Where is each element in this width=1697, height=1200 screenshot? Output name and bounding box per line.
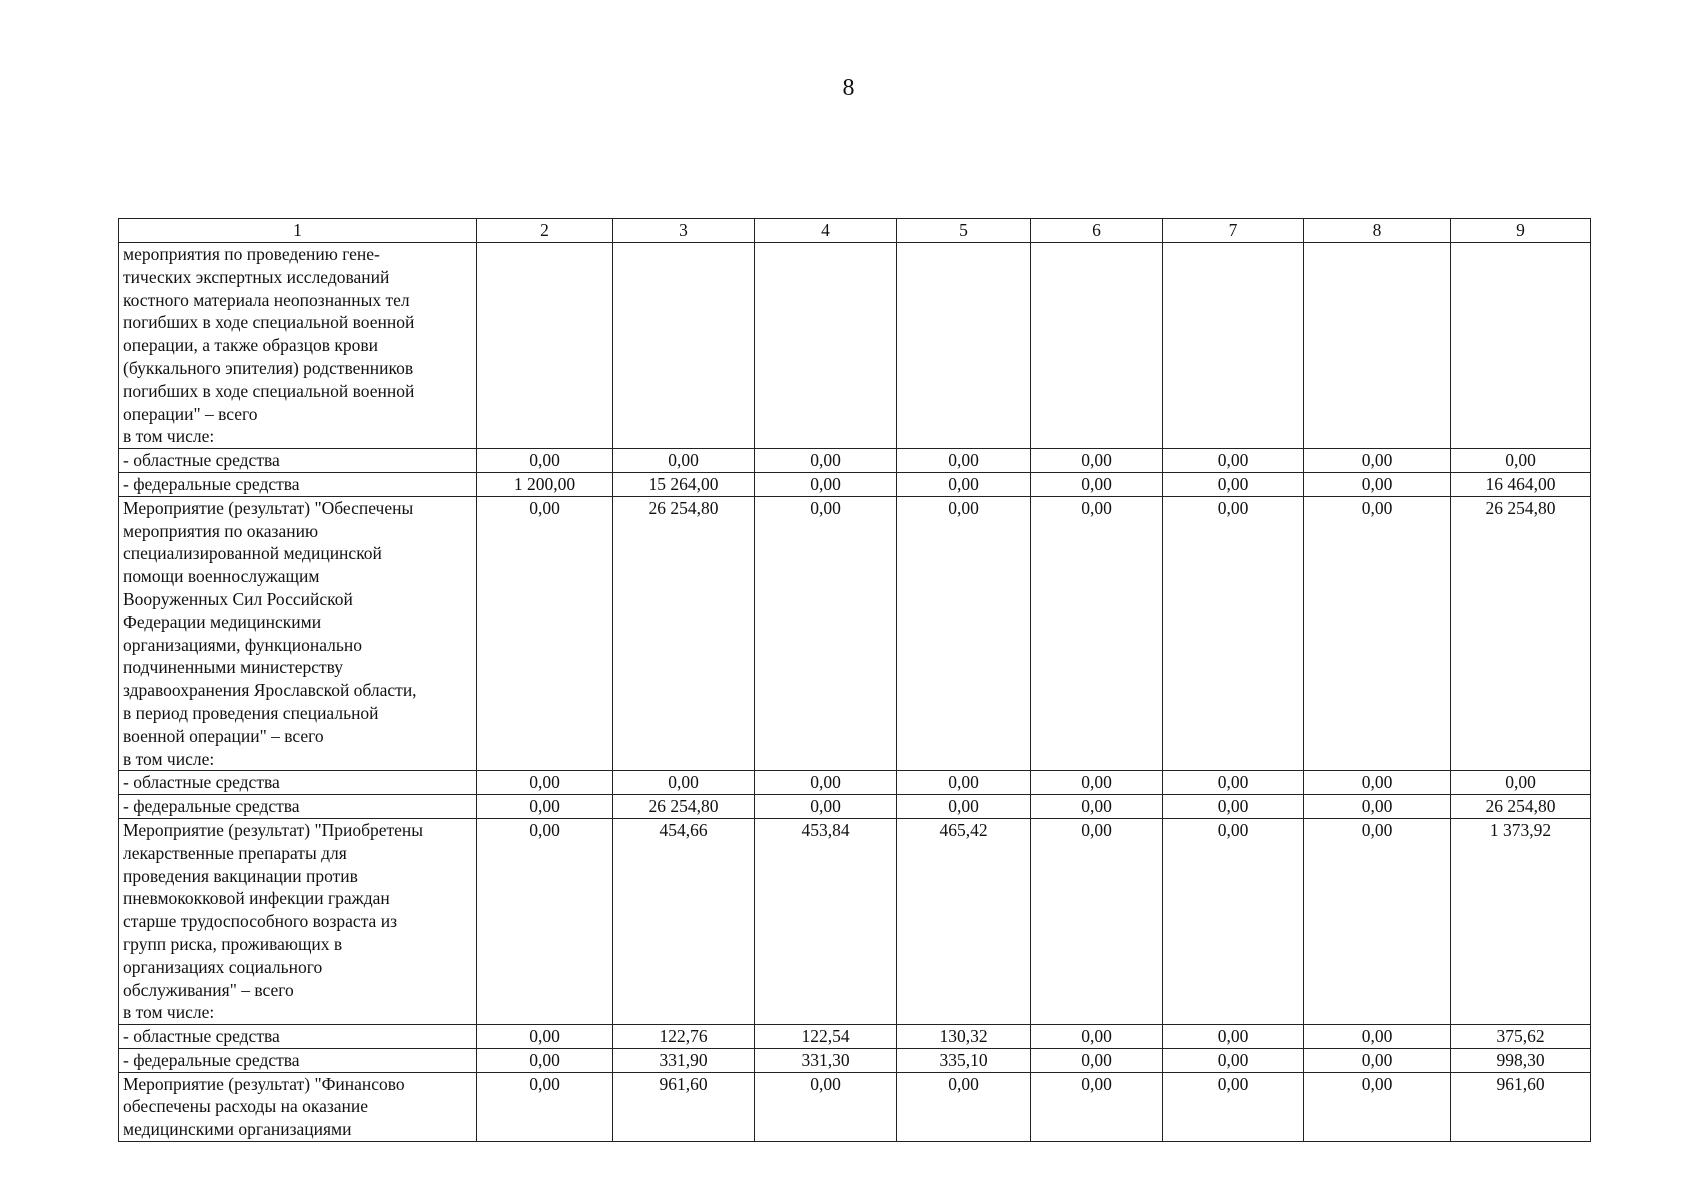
value-cell-col-3 xyxy=(613,243,755,449)
row-label-line: тических экспертных исследований xyxy=(123,266,390,287)
value-cell-col-5: 0,00 xyxy=(897,472,1031,496)
value-cell-col-9 xyxy=(1451,243,1591,449)
row-label xyxy=(119,243,477,449)
value-cell-col-8: 0,00 xyxy=(1304,795,1451,819)
row-label-line: организациями, функционально xyxy=(123,634,362,655)
value-cell-col-8: 0,00 xyxy=(1304,472,1451,496)
value-cell-col-6: 0,00 xyxy=(1031,496,1163,771)
value-cell-col-7: 0,00 xyxy=(1163,818,1304,1024)
row-label-line: - областные средства xyxy=(123,1026,280,1047)
column-header-1: 1 xyxy=(119,219,477,243)
row-label-line: - областные средства xyxy=(123,450,280,471)
value-cell-col-8: 0,00 xyxy=(1304,496,1451,771)
page-number: 8 xyxy=(842,75,855,101)
value-cell-col-9: 961,60 xyxy=(1451,1072,1591,1141)
value-cell-col-5: 130,32 xyxy=(897,1025,1031,1049)
value-cell-col-3: 0,00 xyxy=(613,449,755,473)
table-row xyxy=(119,1025,1591,1049)
value-cell-col-4: 122,54 xyxy=(755,1025,897,1049)
row-label xyxy=(119,496,477,771)
row-label-line: пневмококковой инфекции граждан xyxy=(123,888,390,909)
row-label-line: в том числе: xyxy=(123,748,215,769)
row-label-line: Мероприятие (результат) "Финансово xyxy=(123,1073,405,1094)
row-label-line: в период проведения специальной xyxy=(123,702,379,723)
value-cell-col-4 xyxy=(755,243,897,449)
value-cell-col-4: 0,00 xyxy=(755,449,897,473)
value-cell-col-3: 26 254,80 xyxy=(613,496,755,771)
value-cell-col-8: 0,00 xyxy=(1304,449,1451,473)
value-cell-col-8 xyxy=(1304,243,1451,449)
value-cell-col-9: 375,62 xyxy=(1451,1025,1591,1049)
value-cell-col-4: 331,30 xyxy=(755,1048,897,1072)
value-cell-col-6: 0,00 xyxy=(1031,472,1163,496)
value-cell-col-2 xyxy=(477,243,613,449)
table-row xyxy=(119,243,1591,449)
row-label-line: мероприятия по оказанию xyxy=(123,520,319,541)
column-header-7: 7 xyxy=(1163,219,1304,243)
value-cell-col-3: 454,66 xyxy=(613,818,755,1024)
value-cell-col-7: 0,00 xyxy=(1163,1048,1304,1072)
row-label xyxy=(119,472,477,496)
row-label xyxy=(119,771,477,795)
row-label-line: в том числе: xyxy=(123,1002,215,1023)
row-label-line: Федерации медицинскими xyxy=(123,611,322,632)
column-header-9: 9 xyxy=(1451,219,1591,243)
value-cell-col-8: 0,00 xyxy=(1304,1048,1451,1072)
value-cell-col-5: 465,42 xyxy=(897,818,1031,1024)
row-label-line: погибших в ходе специальной военной xyxy=(123,312,415,333)
value-cell-col-2: 0,00 xyxy=(477,1048,613,1072)
table-row xyxy=(119,1048,1591,1072)
table-row xyxy=(119,771,1591,795)
value-cell-col-2: 0,00 xyxy=(477,449,613,473)
row-label-line: подчиненными министерству xyxy=(123,657,344,678)
value-cell-col-5: 335,10 xyxy=(897,1048,1031,1072)
row-label-line: старше трудоспособного возраста из xyxy=(123,911,397,932)
value-cell-col-2: 1 200,00 xyxy=(477,472,613,496)
value-cell-col-3: 26 254,80 xyxy=(613,795,755,819)
row-label-line: специализированной медицинской xyxy=(123,543,382,564)
value-cell-col-4: 0,00 xyxy=(755,1072,897,1141)
value-cell-col-2: 0,00 xyxy=(477,496,613,771)
column-header-5: 5 xyxy=(897,219,1031,243)
row-label xyxy=(119,1048,477,1072)
row-label-line: военной операции" – всего xyxy=(123,725,324,746)
value-cell-col-3: 122,76 xyxy=(613,1025,755,1049)
table-row xyxy=(119,795,1591,819)
value-cell-col-3: 961,60 xyxy=(613,1072,755,1141)
row-label-line: мероприятия по проведению гене- xyxy=(123,244,380,264)
table-row xyxy=(119,1072,1591,1141)
row-label xyxy=(119,1025,477,1049)
value-cell-col-6 xyxy=(1031,243,1163,449)
value-cell-col-7: 0,00 xyxy=(1163,496,1304,771)
row-label xyxy=(119,818,477,1024)
column-number-row xyxy=(119,219,1591,243)
budget-table xyxy=(118,218,1591,1142)
value-cell-col-9: 998,30 xyxy=(1451,1048,1591,1072)
value-cell-col-6: 0,00 xyxy=(1031,795,1163,819)
value-cell-col-9: 1 373,92 xyxy=(1451,818,1591,1024)
value-cell-col-5: 0,00 xyxy=(897,1072,1031,1141)
row-label-line: здравоохранения Ярославской области, xyxy=(123,680,417,701)
row-label-line: операции" – всего xyxy=(123,403,258,424)
row-label-line: лекарственные препараты для xyxy=(123,842,347,863)
value-cell-col-4: 0,00 xyxy=(755,496,897,771)
value-cell-col-6: 0,00 xyxy=(1031,1072,1163,1141)
value-cell-col-9: 0,00 xyxy=(1451,771,1591,795)
value-cell-col-3: 331,90 xyxy=(613,1048,755,1072)
value-cell-col-2: 0,00 xyxy=(477,795,613,819)
row-label-line: - областные средства xyxy=(123,772,280,793)
row-label-line: Мероприятие (результат) "Приобретены xyxy=(123,819,424,840)
value-cell-col-2: 0,00 xyxy=(477,818,613,1024)
value-cell-col-5: 0,00 xyxy=(897,771,1031,795)
row-label-line: погибших в ходе специальной военной xyxy=(123,380,415,401)
row-label-line: в том числе: xyxy=(123,426,215,447)
value-cell-col-3: 0,00 xyxy=(613,771,755,795)
value-cell-col-4: 0,00 xyxy=(755,795,897,819)
value-cell-col-7: 0,00 xyxy=(1163,449,1304,473)
table-row xyxy=(119,496,1591,771)
value-cell-col-7: 0,00 xyxy=(1163,795,1304,819)
row-label-line: Мероприятие (результат) "Обеспечены xyxy=(123,497,414,518)
table-body xyxy=(119,219,1591,1142)
row-label-line: операции, а также образцов крови xyxy=(123,335,378,356)
value-cell-col-2: 0,00 xyxy=(477,771,613,795)
value-cell-col-6: 0,00 xyxy=(1031,771,1163,795)
value-cell-col-4: 0,00 xyxy=(755,771,897,795)
row-label-line: организациях социального xyxy=(123,956,323,977)
row-label-line: - федеральные средства xyxy=(123,1049,300,1070)
value-cell-col-9: 26 254,80 xyxy=(1451,496,1591,771)
value-cell-col-2: 0,00 xyxy=(477,1072,613,1141)
value-cell-col-8: 0,00 xyxy=(1304,771,1451,795)
value-cell-col-7: 0,00 xyxy=(1163,472,1304,496)
value-cell-col-7 xyxy=(1163,243,1304,449)
row-label-line: групп риска, проживающих в xyxy=(123,933,343,954)
column-header-4: 4 xyxy=(755,219,897,243)
column-header-2: 2 xyxy=(477,219,613,243)
value-cell-col-7: 0,00 xyxy=(1163,771,1304,795)
value-cell-col-6: 0,00 xyxy=(1031,449,1163,473)
value-cell-col-6: 0,00 xyxy=(1031,818,1163,1024)
value-cell-col-7: 0,00 xyxy=(1163,1025,1304,1049)
row-label-line: - федеральные средства xyxy=(123,473,300,494)
value-cell-col-5: 0,00 xyxy=(897,449,1031,473)
value-cell-col-9: 26 254,80 xyxy=(1451,795,1591,819)
row-label xyxy=(119,795,477,819)
value-cell-col-7: 0,00 xyxy=(1163,1072,1304,1141)
row-label-line: медицинскими организациями xyxy=(123,1119,352,1140)
row-label-line: обеспечены расходы на оказание xyxy=(123,1096,369,1117)
value-cell-col-5: 0,00 xyxy=(897,496,1031,771)
value-cell-col-5: 0,00 xyxy=(897,795,1031,819)
column-header-3: 3 xyxy=(613,219,755,243)
value-cell-col-8: 0,00 xyxy=(1304,818,1451,1024)
table-row xyxy=(119,449,1591,473)
value-cell-col-8: 0,00 xyxy=(1304,1025,1451,1049)
value-cell-col-9: 0,00 xyxy=(1451,449,1591,473)
column-header-6: 6 xyxy=(1031,219,1163,243)
value-cell-col-8: 0,00 xyxy=(1304,1072,1451,1141)
value-cell-col-4: 453,84 xyxy=(755,818,897,1024)
row-label-line: обслуживания" – всего xyxy=(123,979,294,1000)
row-label xyxy=(119,449,477,473)
row-label-line: костного материала неопознанных тел xyxy=(123,289,410,310)
row-label-line: проведения вакцинации против xyxy=(123,865,358,886)
row-label-line: Вооруженных Сил Российской xyxy=(123,588,353,609)
value-cell-col-4: 0,00 xyxy=(755,472,897,496)
row-label-line: (буккального эпителия) родственников xyxy=(123,357,414,378)
value-cell-col-3: 15 264,00 xyxy=(613,472,755,496)
row-label-line: помощи военнослужащим xyxy=(123,566,320,587)
value-cell-col-6: 0,00 xyxy=(1031,1048,1163,1072)
value-cell-col-5 xyxy=(897,243,1031,449)
table-row xyxy=(119,472,1591,496)
value-cell-col-2: 0,00 xyxy=(477,1025,613,1049)
value-cell-col-9: 16 464,00 xyxy=(1451,472,1591,496)
table-row xyxy=(119,818,1591,1024)
row-label-line: - федеральные средства xyxy=(123,796,300,817)
row-label xyxy=(119,1072,477,1141)
column-header-8: 8 xyxy=(1304,219,1451,243)
value-cell-col-6: 0,00 xyxy=(1031,1025,1163,1049)
